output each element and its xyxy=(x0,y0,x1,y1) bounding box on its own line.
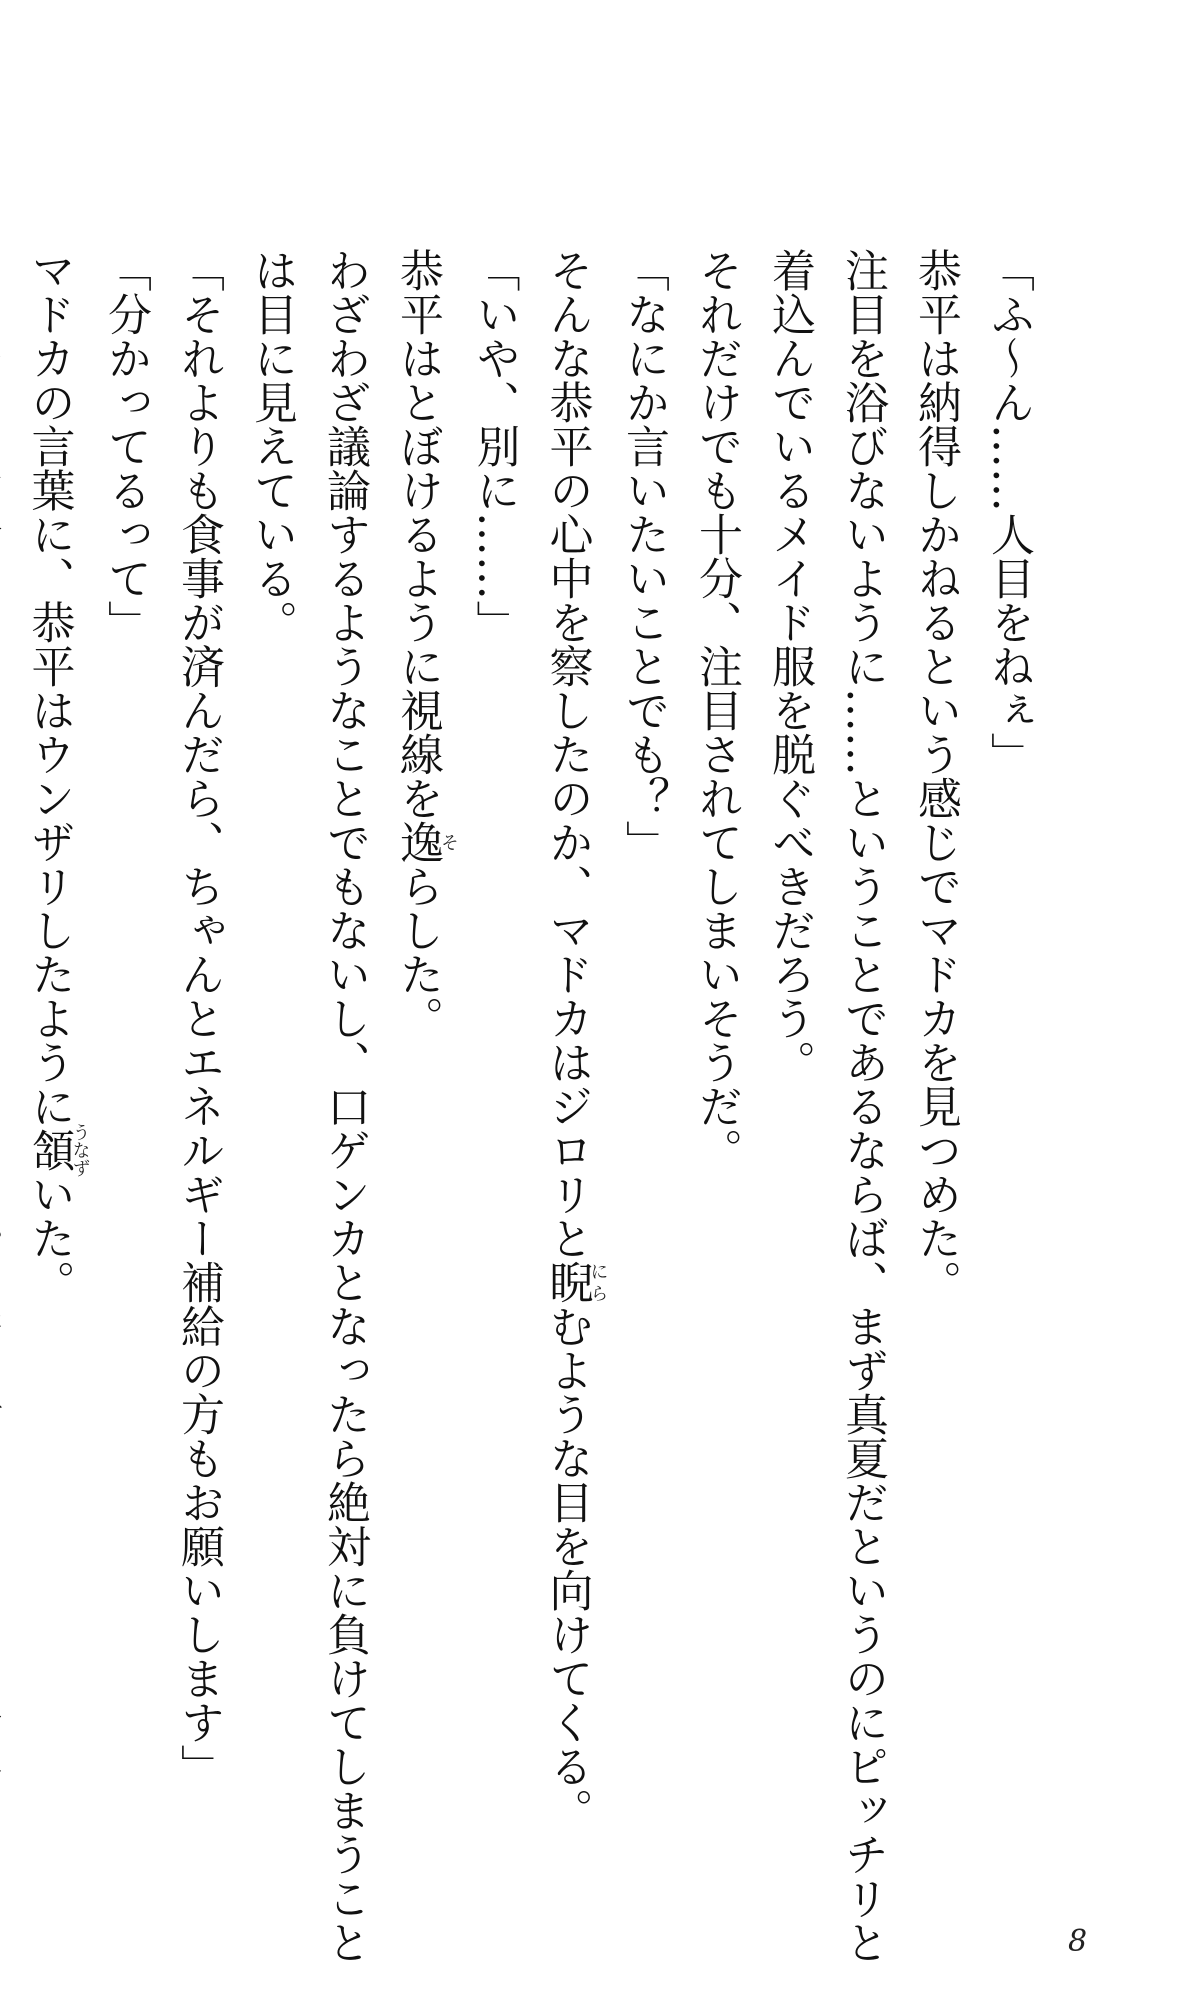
ruby-word: 逸そ xyxy=(392,820,459,864)
text-line-14: マドカの言葉に、恭平はウンザリしたように頷うなずいた。 xyxy=(23,248,91,1304)
text-line-13: 「分かってるって」 xyxy=(100,248,151,644)
text-line-15 xyxy=(0,248,13,1768)
text-line-2: 恭平は納得しかねるという感じでマドカを見つめた。 xyxy=(910,248,961,1304)
text-line-7: そんな恭平の心中を察したのか、マドカはジロリと睨にらむような目を向けてくる。 xyxy=(541,248,609,1832)
text-line-8: 「いや、別に……」 xyxy=(468,248,520,644)
vertical-text-body xyxy=(23,248,1045,1964)
text-line-4: 着込んでいるメイド服を脱ぐべきだろう。 xyxy=(764,248,815,1084)
ruby-word: 睨にら xyxy=(541,1260,609,1304)
text-line-9: 恭平はとぼけるように視線を逸そらした。 xyxy=(392,248,459,1040)
ruby-word: 頷うなず xyxy=(23,1123,91,1177)
text-line-1: 「ふ～ん……人目をねぇ」 xyxy=(983,248,1034,776)
text-line-3: 注目を浴びないように……ということであるならば、まず真夏だというのにピッチリと xyxy=(837,248,888,1964)
text-line-11: は目に見えている。 xyxy=(246,248,297,644)
text-line-12: 「それよりも食事が済んだら、ちゃんとエネルギー補給の方もお願いします」 xyxy=(173,248,224,1788)
text-line-6: 「なにか言いたいことでも？」 xyxy=(618,248,669,864)
page-number: 8 xyxy=(1068,1924,1088,1959)
text-line-5: それだけでも十分、注目されてしまいそうだ。 xyxy=(691,248,742,1172)
text-line-10: わざわざ議論するようなことでもないし、口ゲンカとなったら絶対に負けてしまうこと xyxy=(319,248,370,1964)
